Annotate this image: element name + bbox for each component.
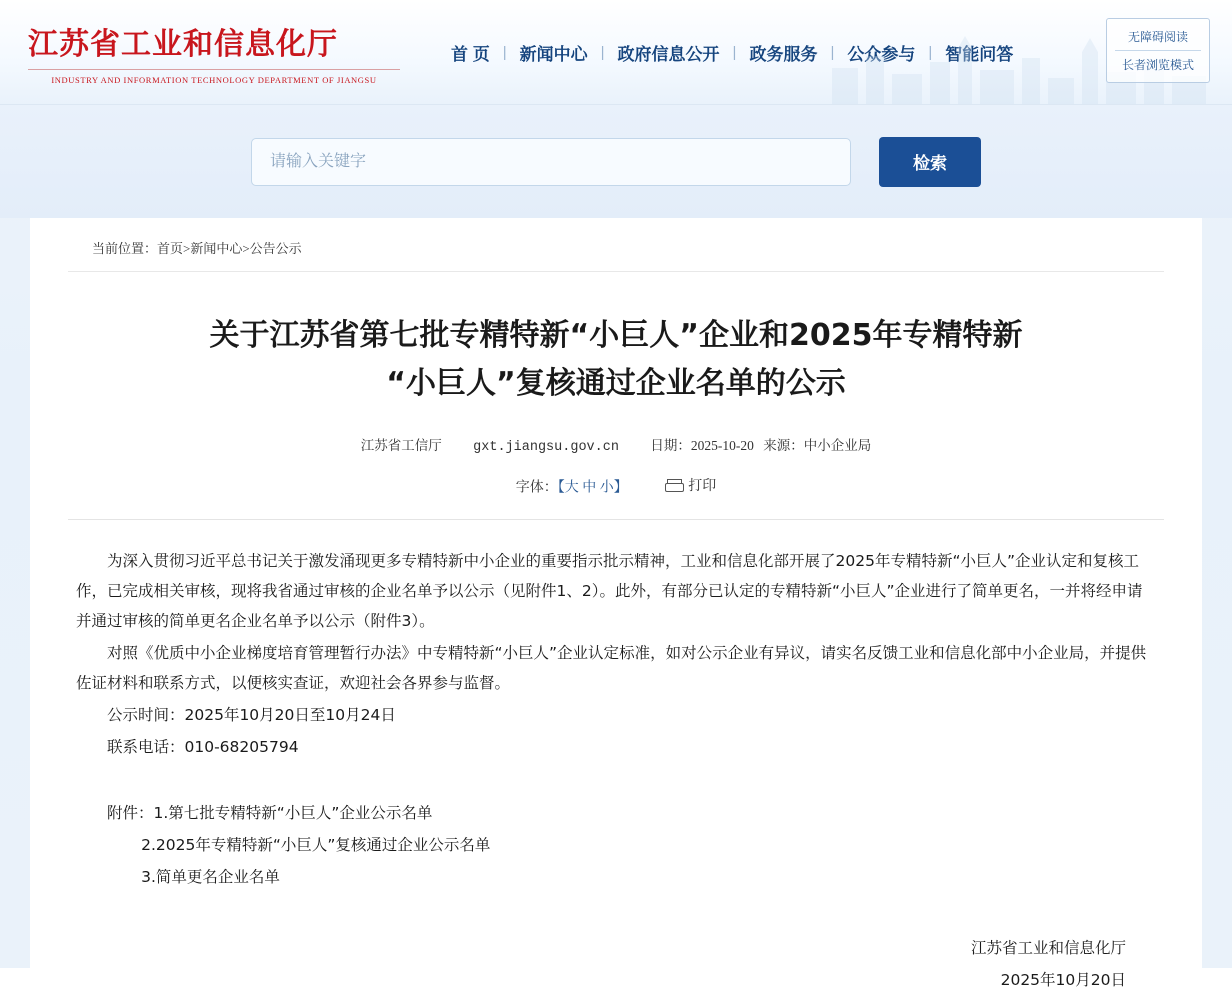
- article-paragraph-2: 对照《优质中小企业梯度培育管理暂行办法》中专精特新“小巨人”企业认定标准，如对公示企业有异议，请实名反馈工业和信息化部中小企业局，并提供佐证材料和联系方式，以便核实查证，欢迎社会各界参与监督。: [76, 643, 1147, 692]
- meta-domain: gxt.jiangsu.gov.cn: [473, 440, 619, 455]
- nav-separator: |: [502, 43, 507, 61]
- attachment-item-2[interactable]: 2.2025年专精特新“小巨人”复核通过企业公示名单: [141, 835, 491, 854]
- nav-item-public-participation[interactable]: 公众参与: [847, 44, 916, 64]
- content-card: [30, 218, 1202, 996]
- contact-phone: 联系电话：010-68205794: [107, 737, 299, 756]
- document-signature: [76, 932, 1156, 996]
- accessibility-reading-button[interactable]: 无障碍阅读: [1127, 30, 1188, 44]
- nav-item-smart-qa[interactable]: 智能问答: [945, 44, 1014, 64]
- nav-item-news[interactable]: 新闻中心: [519, 44, 588, 64]
- logo-subtitle: INDUSTRY AND INFORMATION TECHNOLOGY DEPARTMENT OF JIANGSU: [28, 69, 400, 85]
- elder-mode-button[interactable]: 长者浏览模式: [1121, 58, 1194, 72]
- attachment-item-1: [76, 798, 1156, 828]
- meta-department: 江苏省工信厅: [360, 438, 442, 453]
- logo-title: 江苏省工业和信息化厅: [28, 27, 338, 62]
- signature-org: 江苏省工业和信息化厅: [970, 938, 1126, 957]
- publicity-time: 公示时间：2025年10月20日至10月24日: [107, 705, 396, 724]
- nav-separator: |: [830, 43, 835, 61]
- page-title-line1: 关于江苏省第七批专精特新“小巨人”企业和2025年专精特新: [209, 318, 1023, 353]
- breadcrumb: [68, 218, 1164, 272]
- print-button[interactable]: [665, 475, 716, 495]
- attachment-1-text[interactable]: 1.第七批专精特新“小巨人”企业公示名单: [153, 803, 433, 822]
- print-label: 打印: [688, 479, 717, 494]
- nav-separator: |: [600, 43, 605, 61]
- nav-separator: |: [732, 43, 737, 61]
- signature-date: 2025年10月20日: [1000, 970, 1126, 989]
- meta-source: 来源：中小企业局: [763, 438, 872, 453]
- search-button[interactable]: 检索: [879, 137, 981, 187]
- accessibility-divider: [1115, 50, 1201, 51]
- site-header: [0, 0, 1232, 105]
- attachments-label: 附件：: [107, 803, 154, 822]
- article-body: [68, 520, 1164, 996]
- font-size-label: 字体：: [515, 480, 558, 496]
- site-logo[interactable]: [28, 19, 408, 85]
- font-size-controls: [68, 475, 1164, 497]
- document-meta: [68, 434, 1164, 455]
- attachment-item-3[interactable]: 3.简单更名企业名单: [141, 867, 280, 886]
- search-input[interactable]: [251, 138, 851, 186]
- breadcrumb-path[interactable]: 首页>新闻中心>公告公示: [157, 241, 302, 256]
- attachments-list: [76, 798, 1156, 892]
- nav-item-home[interactable]: 首 页: [451, 44, 490, 64]
- page-title-line2: “小巨人”复核通过企业名单的公示: [386, 366, 846, 401]
- font-size-options[interactable]: 【大 中 小】: [557, 480, 628, 496]
- article-paragraph-1: 为深入贯彻习近平总书记关于激发涌现更多专精特新中小企业的重要指示批示精神，工业和信息化部开展了2025年专精特新“小巨人”企业认定和复核工作，已完成相关审核，现将我省通过审核的企业名单予以公示（见附件1、2）。此外，有部分已认定的专精特新“小巨人”企业进行了简单更名，一并将经申请并通过审核的简单更名企业名单予以公示（附件3）。: [76, 551, 1143, 630]
- search-bar: [0, 105, 1232, 218]
- accessibility-panel: [1106, 18, 1210, 83]
- meta-date: 日期：2025-10-20: [650, 438, 754, 453]
- nav-separator: |: [928, 43, 933, 61]
- breadcrumb-prefix: 当前位置：: [92, 241, 158, 256]
- printer-icon: [665, 479, 682, 492]
- nav-item-services[interactable]: 政务服务: [749, 44, 818, 64]
- page-title: [68, 272, 1164, 408]
- nav-item-gov-info[interactable]: 政府信息公开: [617, 44, 720, 64]
